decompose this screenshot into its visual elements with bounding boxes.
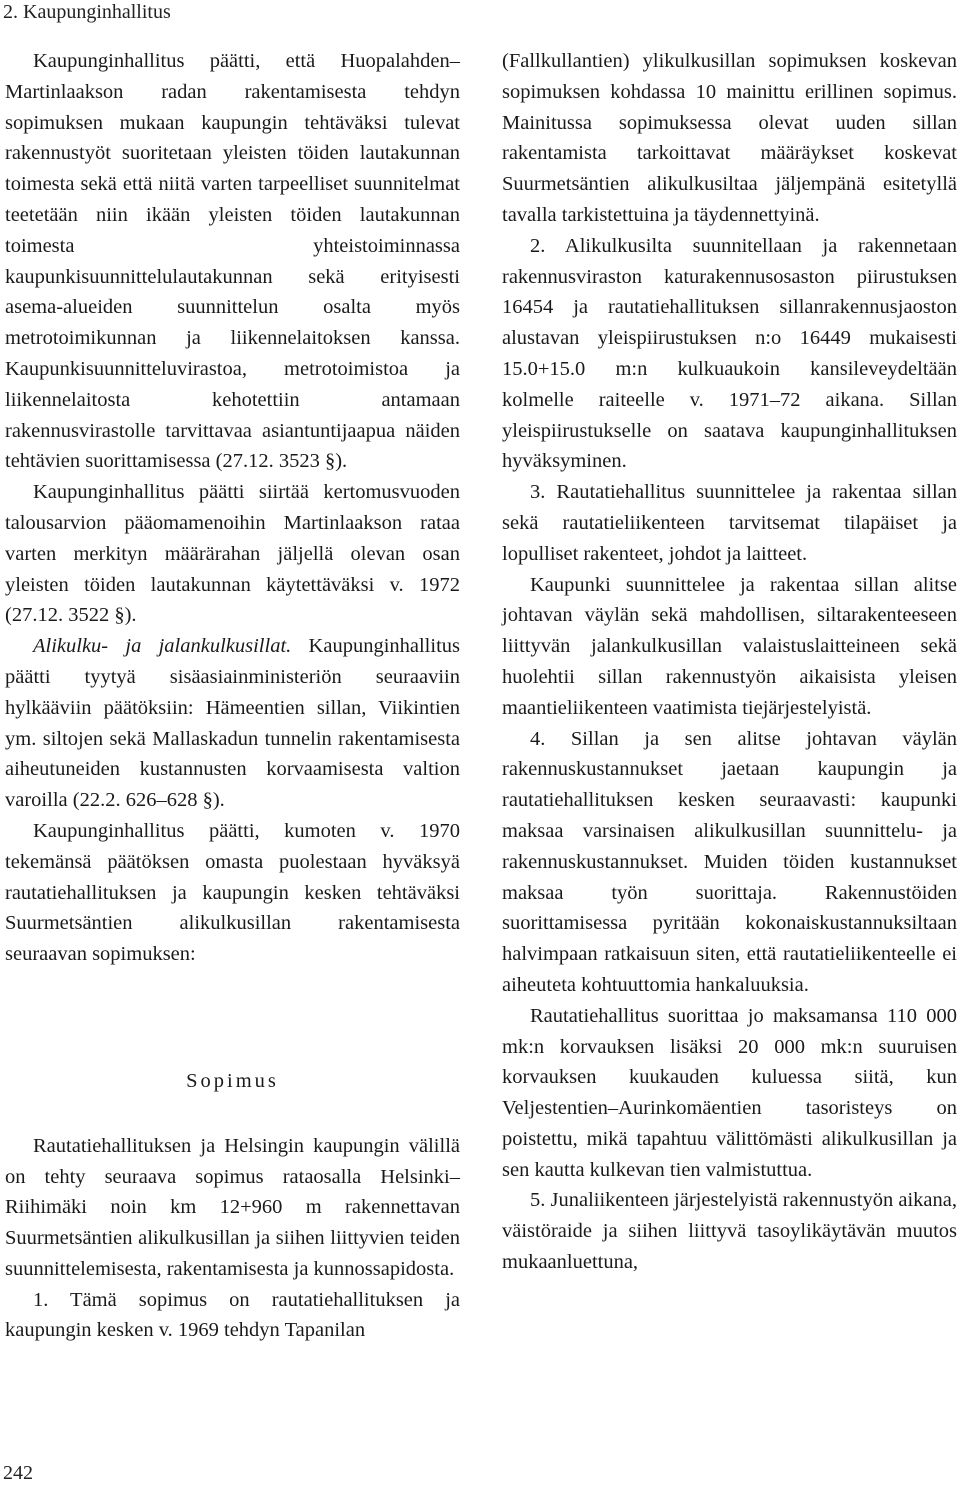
paragraph: Rautatiehallitus suorittaa jo maksamansa 110 000 mk:n korvauksen lisäksi 20 000 mk:n suuruisen korvauksen kuukauden kuluessa siitä, kun Veljestentien–Aurinkomäentien tasoristeys on poistettu, mikä tapahtuu välittömästi alikulkusillan ja sen kautta kulkevan tien valmistuttua.: [502, 1004, 957, 1181]
paragraph: Kaupunki suunnittelee ja rakentaa sillan alitse johtavan väylän sekä mahdollisen, siltarakenteeseen liittyvän jalankulkusillan valaistuslaitteineen sekä huolehtii sillan rakennustyön aikaisista yleisen maantieliikenteen vaatimista tiejärjestelyistä.: [502, 573, 957, 719]
paragraph: (Fallkullantien) ylikulkusillan sopimuksen koskevan sopimuksen kohdassa 10 mainittu erillinen sopimus. Mainitussa sopimuksessa olevat uuden sillan rakentamista tarkoittavat määräykset koskevat Suurmetsäntien alikulkusiltaa jäljempänä esitetyllä tavalla tarkistettuina ja täydennettyinä.: [502, 50, 957, 226]
paragraph: 4. Sillan ja sen alitse johtavan väylän rakennuskustannukset jaetaan kaupungin ja rautatiehallituksen kesken seuraavasti: kaupunki maksaa varsinaisen alikulkusillan suunnittelu- ja rakennuskustannukset. Muiden töiden kustannukset maksaa työn suorittaja. Rakennustöiden suorittamisessa pyritään kokonaiskustannuksiltaan halvimpaan ratkaisuun siten, että rautatieliikenteelle ei aiheuteta kohtuuttomia hankaluuksia.: [502, 727, 957, 996]
paragraph: Kaupunginhallitus päätti siirtää kertomusvuoden talousarvion pääomamenoihin Martinlaakson rataa varten merkityn määrärahan jäljellä olevan osan yleisten töiden lautakunnan käytettäväksi v. 1972 (27.12. 3522 §).: [5, 481, 460, 627]
agreement-heading: Sopimus: [186, 1069, 279, 1092]
paragraph-text: Kaupunginhallitus päätti tyytyä sisäasiainministeriön seuraaviin hylkääviin päätöksiin: Hämeentien sillan, Viikintien ym. siltojen sekä Mallaskadun tunnelin rakentamisesta aiheutuneiden kustannusten korvaamisesta valtion varoilla (22.2. 626–628 §).: [5, 635, 460, 812]
paragraph: Kaupunginhallitus päätti, että Huopalahden–Martinlaakson radan rakentamisesta tehdyn sopimuksen mukaan kaupungin tehtäväksi tulevat rakennustyöt suoritetaan yleisten töiden lautakunnan toimesta sekä että niitä varten tarpeelliset suunnitelmat teetetään niin ikään yleisten töiden lautakunnan toimesta yhteistoiminnassa kaupunkisuunnittelulautakunnan sekä erityisesti asema-alueiden suunnittelun osalta myös metrotoimikunnan ja liikennelaitoksen kanssa. Kaupunkisuunnitteluvirastoa, metrotoimistoa ja liikennelaitosta kehotettiin antamaan rakennusvirastolle tarvittavaa asiantuntijaapua näiden tehtävien suorittamisessa (27.12. 3523 §).: [5, 50, 460, 473]
right-column: [502, 46, 957, 1278]
paragraph: 5. Junaliikenteen järjestelyistä rakennustyön aikana, väistöraide ja siihen liittyvä tasoylikäytävän muutos mukaanluettuna,: [502, 1189, 957, 1274]
paragraph: 2. Alikulkusilta suunnitellaan ja rakennetaan rakennusviraston katurakennusosaston piirustuksen 16454 ja rautatiehallituksen sillanrakennusjaoston alustavan yleispiirustuksen n:o 16449 mukaisesti 15.0+15.0 m:n kulkuaukoin kansileveydeltään kolmelle raiteelle v. 1971–72 aikana. Sillan yleispiirustukselle on saatava kaupunginhallituksen hyväksyminen.: [502, 234, 957, 473]
page-number: 242: [3, 1462, 33, 1484]
paragraph: 1. Tämä sopimus on rautatiehallituksen ja kaupungin kesken v. 1969 tehdyn Tapanilan: [5, 1288, 460, 1342]
section-header: 2. Kaupunginhallitus: [3, 1, 171, 23]
paragraph: Kaupunginhallitus päätti, kumoten v. 1970 tekemänsä päätöksen omasta puolestaan hyväksyä rautatiehallituksen ja kaupungin kesken tehtäväksi Suurmetsäntien alikulkusillan rakentamisesta seuraavan sopimuksen:: [5, 819, 460, 966]
paragraph: 3. Rautatiehallitus suunnittelee ja rakentaa sillan sekä rautatieliikenteen tarvitsemat tilapäiset ja lopulliset rakenteet, johdot ja laitteet.: [502, 481, 957, 565]
subsection-title: Alikulku- ja jalankulkusillat.: [33, 635, 292, 658]
paragraph: Rautatiehallituksen ja Helsingin kaupungin välillä on tehty seuraava sopimus rataosalla Helsinki–Riihimäki noin km 12+960 m rakennettavan Suurmetsäntien alikulkusillan ja siihen liittyvien teiden suunnittelemisesta, rakentamisesta ja kunnossapidosta.: [5, 1134, 460, 1280]
left-column: [5, 46, 460, 1346]
paragraph: [5, 631, 460, 816]
